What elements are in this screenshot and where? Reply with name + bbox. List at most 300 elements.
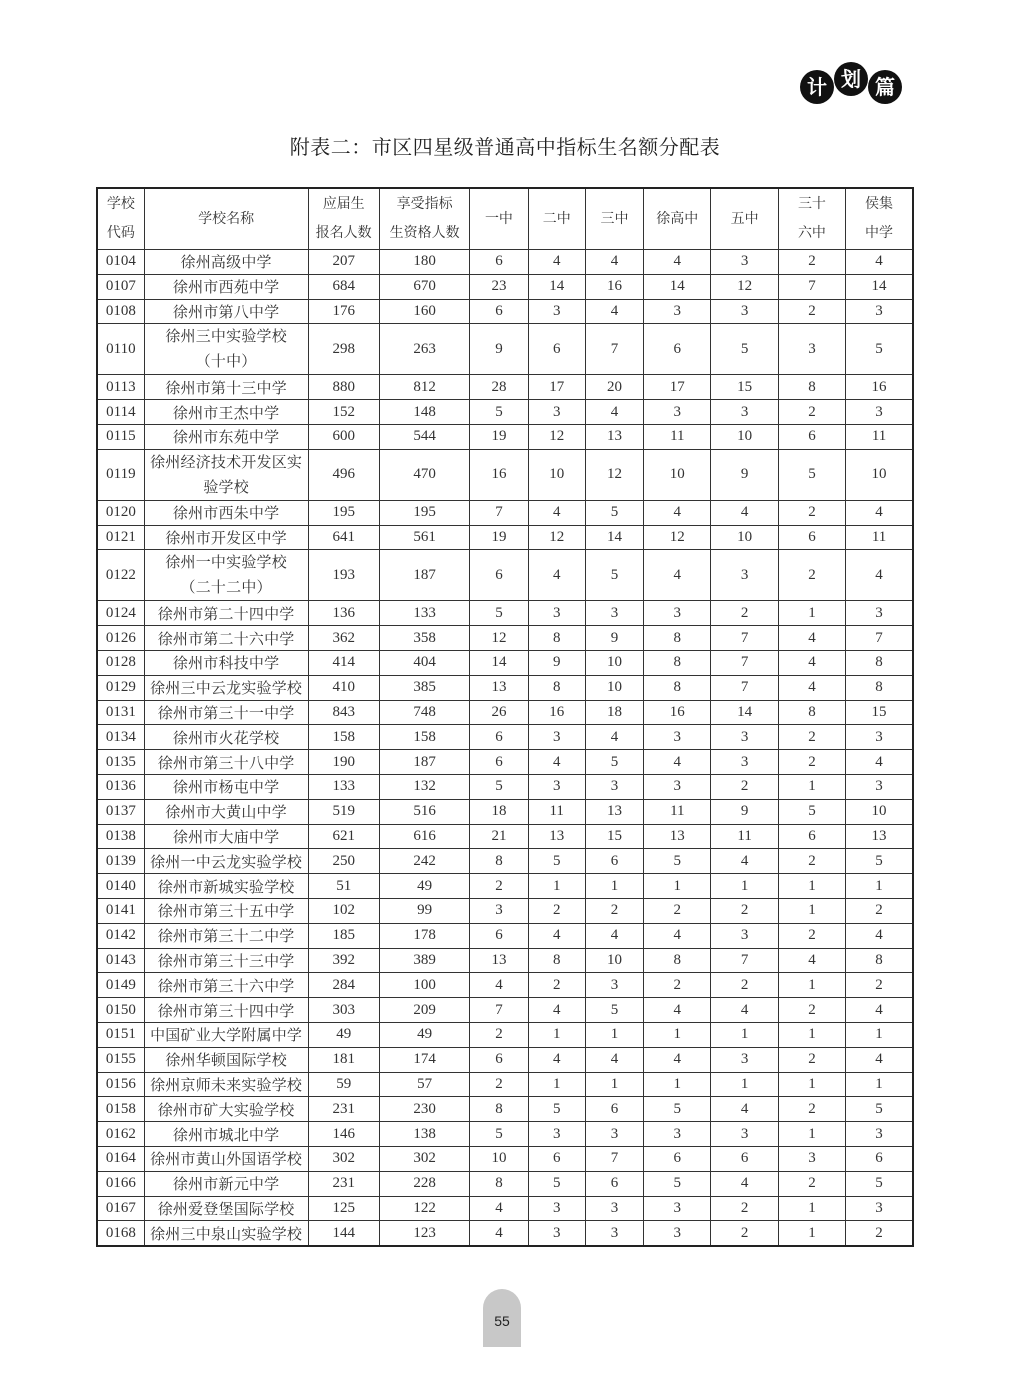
table-row xyxy=(97,700,913,725)
quota-cell: 5 xyxy=(846,324,913,375)
quota-cell: 1 xyxy=(778,1022,845,1047)
quota-cell: 1 xyxy=(846,1072,913,1097)
quota-cell: 3 xyxy=(644,774,711,799)
eligible-count: 180 xyxy=(379,250,469,275)
table-row xyxy=(97,250,913,275)
applicants-count: 176 xyxy=(308,299,379,324)
quota-cell: 15 xyxy=(846,700,913,725)
applicants-count: 195 xyxy=(308,500,379,525)
school-code: 0110 xyxy=(97,324,144,375)
quota-cell: 2 xyxy=(846,973,913,998)
quota-cell: 7 xyxy=(778,274,845,299)
applicants-count: 362 xyxy=(308,626,379,651)
school-code: 0166 xyxy=(97,1171,144,1196)
quota-cell: 1 xyxy=(711,874,778,899)
school-name xyxy=(144,601,308,626)
school-name-line: 徐州市第二十四中学 xyxy=(157,604,295,623)
quota-cell: 7 xyxy=(470,998,528,1023)
school-name xyxy=(144,375,308,400)
school-code: 0108 xyxy=(97,299,144,324)
quota-cell: 2 xyxy=(711,1196,778,1221)
quota-cell: 2 xyxy=(711,601,778,626)
header-text: 三十 xyxy=(797,196,826,212)
quota-cell: 1 xyxy=(528,1072,585,1097)
eligible-count: 228 xyxy=(379,1171,469,1196)
quota-cell: 4 xyxy=(585,250,643,275)
quota-cell: 2 xyxy=(778,400,845,425)
quota-cell: 2 xyxy=(644,973,711,998)
quota-cell: 3 xyxy=(846,299,913,324)
applicants-count: 303 xyxy=(308,998,379,1023)
quota-cell: 2 xyxy=(846,1221,913,1246)
quota-cell: 12 xyxy=(528,525,585,550)
quota-cell: 4 xyxy=(778,650,845,675)
eligible-count: 57 xyxy=(379,1072,469,1097)
quota-cell: 3 xyxy=(846,1122,913,1147)
quota-cell: 1 xyxy=(778,1196,845,1221)
school-code: 0128 xyxy=(97,650,144,675)
header-name xyxy=(144,188,308,250)
quota-cell: 8 xyxy=(846,650,913,675)
quota-cell: 5 xyxy=(846,1097,913,1122)
school-name-line: 徐州市大庙中学 xyxy=(172,827,280,846)
applicants-count: 207 xyxy=(308,250,379,275)
quota-cell: 3 xyxy=(711,299,778,324)
school-code: 0137 xyxy=(97,799,144,824)
quota-cell: 3 xyxy=(644,1196,711,1221)
header-code xyxy=(97,188,144,250)
quota-cell: 6 xyxy=(470,299,528,324)
table-row xyxy=(97,550,913,601)
table-row xyxy=(97,725,913,750)
quota-cell: 9 xyxy=(470,324,528,375)
header-eligible xyxy=(379,188,469,250)
quota-cell: 3 xyxy=(711,400,778,425)
quota-cell: 4 xyxy=(528,500,585,525)
school-name xyxy=(144,324,308,375)
quota-cell: 4 xyxy=(585,299,643,324)
quota-cell: 1 xyxy=(585,1022,643,1047)
quota-cell: 3 xyxy=(846,601,913,626)
quota-cell: 17 xyxy=(528,375,585,400)
eligible-count: 195 xyxy=(379,500,469,525)
allocation-table xyxy=(96,187,914,1247)
eligible-count: 230 xyxy=(379,1097,469,1122)
school-name-line: 徐州市西苑中学 xyxy=(172,278,280,297)
applicants-count: 51 xyxy=(308,874,379,899)
applicants-count: 158 xyxy=(308,725,379,750)
quota-cell: 2 xyxy=(778,299,845,324)
school-name xyxy=(144,650,308,675)
quota-cell: 3 xyxy=(711,1047,778,1072)
school-name-line: 徐州爱登堡国际学校 xyxy=(157,1199,295,1218)
quota-cell: 10 xyxy=(528,449,585,500)
eligible-count: 122 xyxy=(379,1196,469,1221)
eligible-count: 49 xyxy=(379,1022,469,1047)
school-code: 0150 xyxy=(97,998,144,1023)
school-code: 0114 xyxy=(97,400,144,425)
quota-cell: 1 xyxy=(778,774,845,799)
table-row xyxy=(97,449,913,500)
school-name-line: 徐州华顿国际学校 xyxy=(165,1051,287,1070)
school-name xyxy=(144,923,308,948)
quota-cell: 10 xyxy=(585,650,643,675)
quota-cell: 1 xyxy=(778,898,845,923)
quota-cell: 13 xyxy=(470,948,528,973)
quota-cell: 3 xyxy=(470,898,528,923)
applicants-count: 284 xyxy=(308,973,379,998)
header-text: 代码 xyxy=(106,225,135,241)
eligible-count: 123 xyxy=(379,1221,469,1246)
applicants-count: 231 xyxy=(308,1097,379,1122)
quota-cell: 3 xyxy=(644,400,711,425)
header-text: 享受指标 xyxy=(396,196,453,212)
table-row xyxy=(97,1122,913,1147)
quota-cell: 3 xyxy=(528,400,585,425)
quota-cell: 9 xyxy=(528,650,585,675)
school-name-line: 验学校 xyxy=(203,477,249,496)
school-name xyxy=(144,898,308,923)
quota-cell: 4 xyxy=(846,750,913,775)
school-name-line: 徐州一中实验学校 xyxy=(165,553,287,572)
quota-cell: 5 xyxy=(711,324,778,375)
eligible-count: 358 xyxy=(379,626,469,651)
school-name-line: 徐州市第二十六中学 xyxy=(157,629,295,648)
quota-cell: 4 xyxy=(846,923,913,948)
school-name-line: 徐州市开发区中学 xyxy=(165,528,287,547)
quota-cell: 3 xyxy=(528,774,585,799)
applicants-count: 621 xyxy=(308,824,379,849)
school-code: 0140 xyxy=(97,874,144,899)
table-row xyxy=(97,299,913,324)
quota-cell: 6 xyxy=(528,324,585,375)
quota-cell: 6 xyxy=(585,1171,643,1196)
quota-cell: 8 xyxy=(644,675,711,700)
applicants-count: 49 xyxy=(308,1022,379,1047)
quota-cell: 3 xyxy=(585,601,643,626)
school-code: 0151 xyxy=(97,1022,144,1047)
header-text: 中学 xyxy=(865,225,894,241)
school-code: 0162 xyxy=(97,1122,144,1147)
school-code: 0129 xyxy=(97,675,144,700)
table-row xyxy=(97,1146,913,1171)
school-code: 0113 xyxy=(97,375,144,400)
applicants-count: 190 xyxy=(308,750,379,775)
quota-cell: 11 xyxy=(528,799,585,824)
quota-cell: 10 xyxy=(470,1146,528,1171)
quota-cell: 3 xyxy=(778,324,845,375)
quota-cell: 6 xyxy=(470,1047,528,1072)
quota-cell: 5 xyxy=(585,500,643,525)
quota-cell: 3 xyxy=(528,1221,585,1246)
quota-cell: 4 xyxy=(585,725,643,750)
quota-cell: 6 xyxy=(644,1146,711,1171)
quota-cell: 8 xyxy=(778,700,845,725)
quota-cell: 13 xyxy=(846,824,913,849)
quota-cell: 4 xyxy=(711,500,778,525)
eligible-count: 187 xyxy=(379,750,469,775)
school-code: 0122 xyxy=(97,550,144,601)
quota-cell: 3 xyxy=(846,1196,913,1221)
quota-cell: 2 xyxy=(778,998,845,1023)
quota-cell: 3 xyxy=(711,923,778,948)
school-name-line: 徐州市第三十六中学 xyxy=(157,976,295,995)
header-q3 xyxy=(585,188,643,250)
quota-cell: 5 xyxy=(644,1097,711,1122)
school-name xyxy=(144,1221,308,1246)
school-code: 0115 xyxy=(97,424,144,449)
school-name xyxy=(144,1122,308,1147)
eligible-count: 385 xyxy=(379,675,469,700)
quota-cell: 16 xyxy=(644,700,711,725)
quota-cell: 5 xyxy=(528,1171,585,1196)
header-q6 xyxy=(778,188,845,250)
quota-cell: 4 xyxy=(846,250,913,275)
quota-cell: 16 xyxy=(846,375,913,400)
table-row xyxy=(97,1097,913,1122)
quota-cell: 3 xyxy=(778,1146,845,1171)
quota-cell: 14 xyxy=(585,525,643,550)
school-name xyxy=(144,774,308,799)
table-row xyxy=(97,324,913,375)
school-code: 0124 xyxy=(97,601,144,626)
applicants-count: 152 xyxy=(308,400,379,425)
quota-cell: 3 xyxy=(528,725,585,750)
applicants-count: 519 xyxy=(308,799,379,824)
header-text: 三中 xyxy=(600,210,629,227)
applicants-count: 414 xyxy=(308,650,379,675)
quota-cell: 19 xyxy=(470,525,528,550)
quota-cell: 21 xyxy=(470,824,528,849)
quota-cell: 3 xyxy=(711,1122,778,1147)
quota-cell: 10 xyxy=(846,449,913,500)
school-name xyxy=(144,998,308,1023)
header-text: 学校 xyxy=(106,196,135,212)
applicants-count: 231 xyxy=(308,1171,379,1196)
header-applicants xyxy=(308,188,379,250)
school-name-line: 徐州市火花学校 xyxy=(172,728,280,747)
quota-cell: 3 xyxy=(846,725,913,750)
quota-cell: 1 xyxy=(585,874,643,899)
quota-cell: 5 xyxy=(470,1122,528,1147)
school-code: 0107 xyxy=(97,274,144,299)
table-row xyxy=(97,424,913,449)
quota-cell: 4 xyxy=(846,550,913,601)
school-name-line: 中国矿业大学附属中学 xyxy=(150,1026,303,1045)
applicants-count: 146 xyxy=(308,1122,379,1147)
quota-cell: 1 xyxy=(846,874,913,899)
school-name-line: 徐州三中云龙实验学校 xyxy=(150,679,303,698)
page-title: 附表二：市区四星级普通高中指标生名额分配表 xyxy=(289,135,721,159)
quota-cell: 6 xyxy=(585,1097,643,1122)
school-name xyxy=(144,1146,308,1171)
table-row xyxy=(97,1196,913,1221)
applicants-count: 410 xyxy=(308,675,379,700)
quota-cell: 8 xyxy=(470,1097,528,1122)
quota-cell: 5 xyxy=(585,998,643,1023)
logo-char-3: 篇 xyxy=(868,70,902,104)
school-code: 0155 xyxy=(97,1047,144,1072)
quota-cell: 8 xyxy=(644,650,711,675)
table-row xyxy=(97,1072,913,1097)
school-name xyxy=(144,400,308,425)
header-text: 徐高中 xyxy=(656,210,699,227)
quota-cell: 1 xyxy=(528,874,585,899)
quota-cell: 18 xyxy=(470,799,528,824)
quota-cell: 26 xyxy=(470,700,528,725)
quota-cell: 2 xyxy=(470,1072,528,1097)
applicants-count: 59 xyxy=(308,1072,379,1097)
quota-cell: 4 xyxy=(528,998,585,1023)
eligible-count: 389 xyxy=(379,948,469,973)
quota-cell: 6 xyxy=(470,750,528,775)
school-code: 0131 xyxy=(97,700,144,725)
school-name xyxy=(144,948,308,973)
quota-cell: 5 xyxy=(778,449,845,500)
header-text: 报名人数 xyxy=(315,225,372,241)
quota-cell: 10 xyxy=(644,449,711,500)
quota-cell: 2 xyxy=(528,973,585,998)
school-code: 0143 xyxy=(97,948,144,973)
quota-cell: 4 xyxy=(846,998,913,1023)
quota-cell: 3 xyxy=(585,774,643,799)
quota-cell: 17 xyxy=(644,375,711,400)
quota-cell: 8 xyxy=(778,375,845,400)
quota-cell: 12 xyxy=(644,525,711,550)
quota-cell: 4 xyxy=(644,500,711,525)
school-name xyxy=(144,750,308,775)
quota-cell: 1 xyxy=(778,1221,845,1246)
quota-cell: 2 xyxy=(470,874,528,899)
quota-cell: 3 xyxy=(644,1122,711,1147)
table-row xyxy=(97,973,913,998)
school-name-line: 徐州市第三十一中学 xyxy=(157,703,295,722)
applicants-count: 144 xyxy=(308,1221,379,1246)
quota-cell: 3 xyxy=(644,601,711,626)
school-code: 0158 xyxy=(97,1097,144,1122)
header-q5 xyxy=(711,188,778,250)
table-row xyxy=(97,898,913,923)
table-row xyxy=(97,849,913,874)
table-row xyxy=(97,500,913,525)
quota-cell: 2 xyxy=(778,725,845,750)
school-name xyxy=(144,973,308,998)
quota-cell: 8 xyxy=(644,948,711,973)
applicants-count: 880 xyxy=(308,375,379,400)
quota-cell: 3 xyxy=(528,1196,585,1221)
quota-cell: 4 xyxy=(778,675,845,700)
quota-cell: 6 xyxy=(644,324,711,375)
quota-cell: 3 xyxy=(846,774,913,799)
quota-cell: 1 xyxy=(778,973,845,998)
eligible-count: 302 xyxy=(379,1146,469,1171)
quota-cell: 14 xyxy=(846,274,913,299)
school-name-line: 徐州三中实验学校 xyxy=(165,327,287,346)
quota-cell: 1 xyxy=(644,874,711,899)
quota-cell: 12 xyxy=(470,626,528,651)
quota-cell: 12 xyxy=(711,274,778,299)
eligible-count: 148 xyxy=(379,400,469,425)
quota-cell: 12 xyxy=(528,424,585,449)
school-name xyxy=(144,1171,308,1196)
quota-cell: 4 xyxy=(711,1171,778,1196)
quota-cell: 4 xyxy=(528,1047,585,1072)
table-row xyxy=(97,923,913,948)
quota-cell: 7 xyxy=(711,948,778,973)
quota-cell: 3 xyxy=(644,1221,711,1246)
quota-cell: 3 xyxy=(711,725,778,750)
quota-cell: 2 xyxy=(778,849,845,874)
quota-cell: 8 xyxy=(846,948,913,973)
quota-cell: 4 xyxy=(528,923,585,948)
table-row xyxy=(97,774,913,799)
header-text: 二中 xyxy=(542,210,571,227)
quota-cell: 2 xyxy=(778,923,845,948)
school-name xyxy=(144,799,308,824)
quota-cell: 13 xyxy=(585,799,643,824)
school-name-line: 徐州经济技术开发区实 xyxy=(150,452,303,471)
school-name-line: 徐州一中云龙实验学校 xyxy=(150,852,303,871)
quota-cell: 5 xyxy=(778,799,845,824)
quota-cell: 3 xyxy=(711,550,778,601)
quota-cell: 6 xyxy=(585,849,643,874)
school-code: 0164 xyxy=(97,1146,144,1171)
school-name xyxy=(144,299,308,324)
applicants-count: 181 xyxy=(308,1047,379,1072)
eligible-count: 49 xyxy=(379,874,469,899)
quota-cell: 19 xyxy=(470,424,528,449)
quota-cell: 4 xyxy=(585,923,643,948)
quota-cell: 3 xyxy=(585,1196,643,1221)
quota-cell: 2 xyxy=(778,550,845,601)
applicants-count: 600 xyxy=(308,424,379,449)
quota-cell: 6 xyxy=(470,550,528,601)
school-code: 0104 xyxy=(97,250,144,275)
eligible-count: 516 xyxy=(379,799,469,824)
school-name-line: 徐州市第三十二中学 xyxy=(157,927,295,946)
applicants-count: 641 xyxy=(308,525,379,550)
quota-cell: 2 xyxy=(711,774,778,799)
quota-cell: 2 xyxy=(711,898,778,923)
quota-cell: 14 xyxy=(644,274,711,299)
quota-cell: 10 xyxy=(585,675,643,700)
quota-cell: 6 xyxy=(528,1146,585,1171)
school-name-line: 徐州市大黄山中学 xyxy=(165,803,287,822)
school-name xyxy=(144,725,308,750)
quota-cell: 7 xyxy=(585,1146,643,1171)
quota-cell: 4 xyxy=(778,626,845,651)
quota-cell: 2 xyxy=(644,898,711,923)
quota-cell: 5 xyxy=(528,849,585,874)
quota-cell: 13 xyxy=(528,824,585,849)
quota-cell: 15 xyxy=(585,824,643,849)
school-name xyxy=(144,626,308,651)
quota-cell: 5 xyxy=(644,849,711,874)
school-name-line: 徐州市黄山外国语学校 xyxy=(150,1150,303,1169)
school-name xyxy=(144,525,308,550)
quota-cell: 18 xyxy=(585,700,643,725)
school-name xyxy=(144,1072,308,1097)
quota-cell: 8 xyxy=(470,849,528,874)
quota-cell: 7 xyxy=(711,626,778,651)
quota-cell: 3 xyxy=(644,725,711,750)
applicants-count: 496 xyxy=(308,449,379,500)
quota-cell: 2 xyxy=(585,898,643,923)
applicants-count: 250 xyxy=(308,849,379,874)
eligible-count: 544 xyxy=(379,424,469,449)
quota-cell: 4 xyxy=(846,1047,913,1072)
quota-cell: 4 xyxy=(644,1047,711,1072)
